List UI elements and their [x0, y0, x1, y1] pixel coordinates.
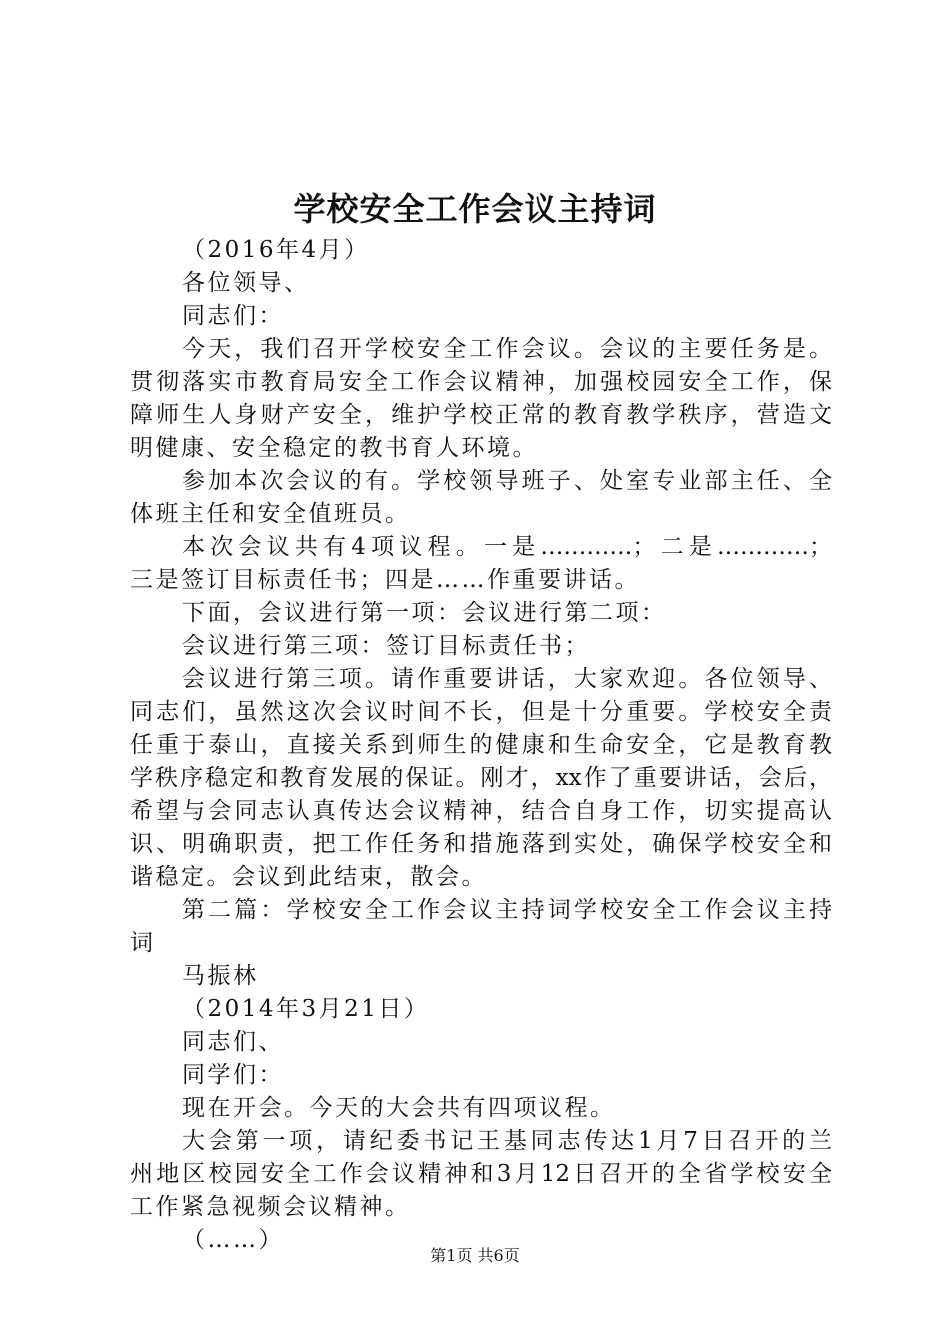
text-line: 本次会议共有4项议程。一是…………；二是…………； — [182, 534, 832, 560]
text-line: 学秩序稳定和教育发展的保证。刚才，xx作了重要讲话，会后， — [130, 765, 832, 791]
text-line: 希望与会同志认真传达会议精神，结合自身工作，切实提高认 — [130, 798, 832, 824]
text-line: 体班主任和安全值班员。 — [130, 501, 411, 527]
text-line: 工作紧急视频会议精神。 — [130, 1194, 411, 1220]
text-line: 马振林 — [182, 963, 259, 989]
text-line: 第二篇：学校安全工作会议主持词学校安全工作会议主持 — [182, 897, 832, 923]
text-line: 大会第一项，请纪委书记王基同志传达1月7日召开的兰 — [182, 1128, 832, 1154]
text-line: 下面，会议进行第一项：会议进行第二项： — [182, 600, 667, 626]
text-line: 同志们： — [182, 303, 284, 329]
text-line: （2016年4月） — [182, 237, 370, 263]
text-line: 同学们： — [182, 1062, 284, 1088]
text-line: 任重于泰山，直接关系到师生的健康和生命安全，它是教育教 — [130, 732, 832, 758]
text-line: 现在开会。今天的大会共有四项议程。 — [182, 1095, 616, 1121]
text-line: 词 — [130, 930, 156, 956]
document-title: 学校安全工作会议主持词 — [293, 190, 657, 228]
document-body — [130, 234, 832, 1257]
text-line: （2014年3月21日） — [182, 996, 430, 1022]
text-line: 识、明确职责，把工作任务和措施落到实处，确保学校安全和 — [130, 831, 832, 857]
text-line: 会议进行第三项。请作重要讲话，大家欢迎。各位领导、 — [182, 666, 832, 692]
text-line: 贯彻落实市教育局安全工作会议精神，加强校园安全工作，保 — [130, 369, 832, 395]
text-line: 各位领导、 — [182, 270, 310, 296]
text-line: 参加本次会议的有。学校领导班子、处室专业部主任、全 — [182, 468, 832, 494]
text-line: 会议进行第三项：签订目标责任书； — [182, 633, 590, 659]
text-line: 三是签订目标责任书；四是……作重要讲话。 — [130, 567, 640, 593]
page-footer: 第1页 共6页 — [430, 1246, 520, 1265]
text-line: （……） — [182, 1227, 284, 1253]
text-line: 明健康、安全稳定的教书育人环境。 — [130, 435, 538, 461]
text-line: 障师生人身财产安全，维护学校正常的教育教学秩序，营造文 — [130, 402, 832, 428]
text-line: 同志们、 — [182, 1029, 284, 1055]
text-line: 同志们，虽然这次会议时间不长，但是十分重要。学校安全责 — [130, 699, 832, 725]
text-line: 州地区校园安全工作会议精神和3月12日召开的全省学校安全 — [130, 1161, 832, 1187]
text-line: 谐稳定。会议到此结束，散会。 — [130, 864, 487, 890]
text-line: 今天，我们召开学校安全工作会议。会议的主要任务是。 — [182, 336, 832, 362]
